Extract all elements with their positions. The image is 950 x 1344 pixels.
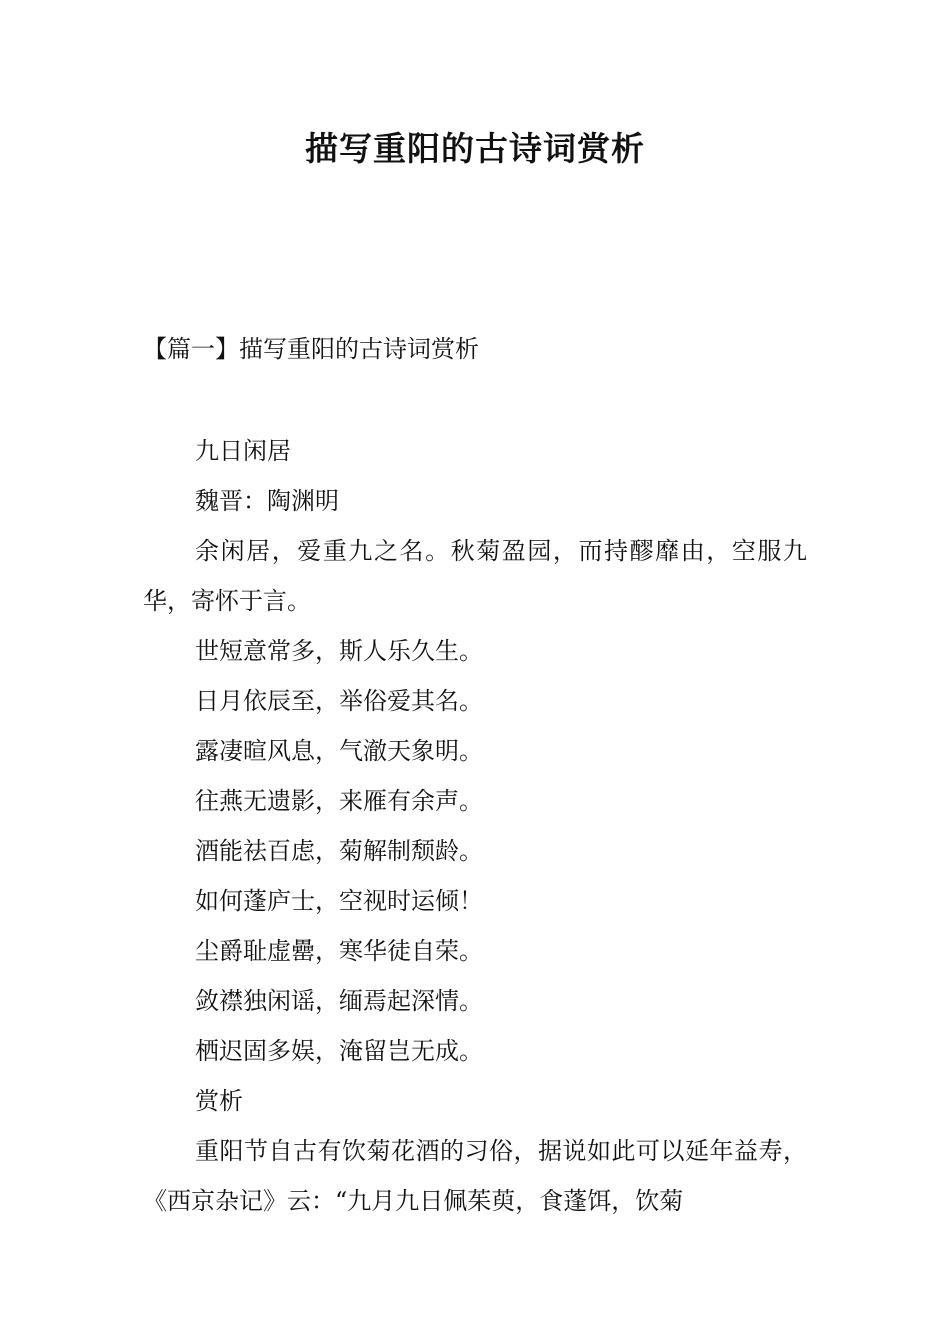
document-body	[143, 426, 807, 1226]
poem-line: 如何蓬庐士，空视时运倾！	[195, 887, 483, 915]
poem-line: 尘爵耻虚罍，寒华徒自荣。	[195, 937, 483, 965]
analysis-heading: 赏析	[195, 1087, 243, 1115]
poem-preface: 余闲居，爱重九之名。秋菊盈园，而持醪靡由，空服九华，寄怀于言。	[143, 537, 807, 615]
section-heading: 【篇一】描写重阳的古诗词赏析	[143, 335, 479, 363]
poem-author: 魏晋：陶渊明	[195, 487, 339, 515]
poem-line: 敛襟独闲谣，缅焉起深情。	[195, 987, 483, 1015]
poem-line: 露凄暄风息，气澈天象明。	[195, 737, 483, 765]
poem-line: 酒能祛百虑，菊解制颓龄。	[195, 837, 483, 865]
document-title: 描写重阳的古诗词赏析	[305, 129, 645, 168]
poem-line: 往燕无遗影，来雁有余声。	[195, 787, 483, 815]
poem-line: 栖迟固多娱，淹留岂无成。	[195, 1037, 483, 1065]
poem-line: 世短意常多，斯人乐久生。	[195, 637, 483, 665]
analysis-paragraph: 重阳节自古有饮菊花酒的习俗，据说如此可以延年益寿，《西京杂记》云：“九月九日佩茱萸，食蓬饵，饮菊	[143, 1137, 807, 1215]
poem-title: 九日闲居	[195, 437, 291, 465]
poem-line: 日月依辰至，举俗爱其名。	[195, 687, 483, 715]
